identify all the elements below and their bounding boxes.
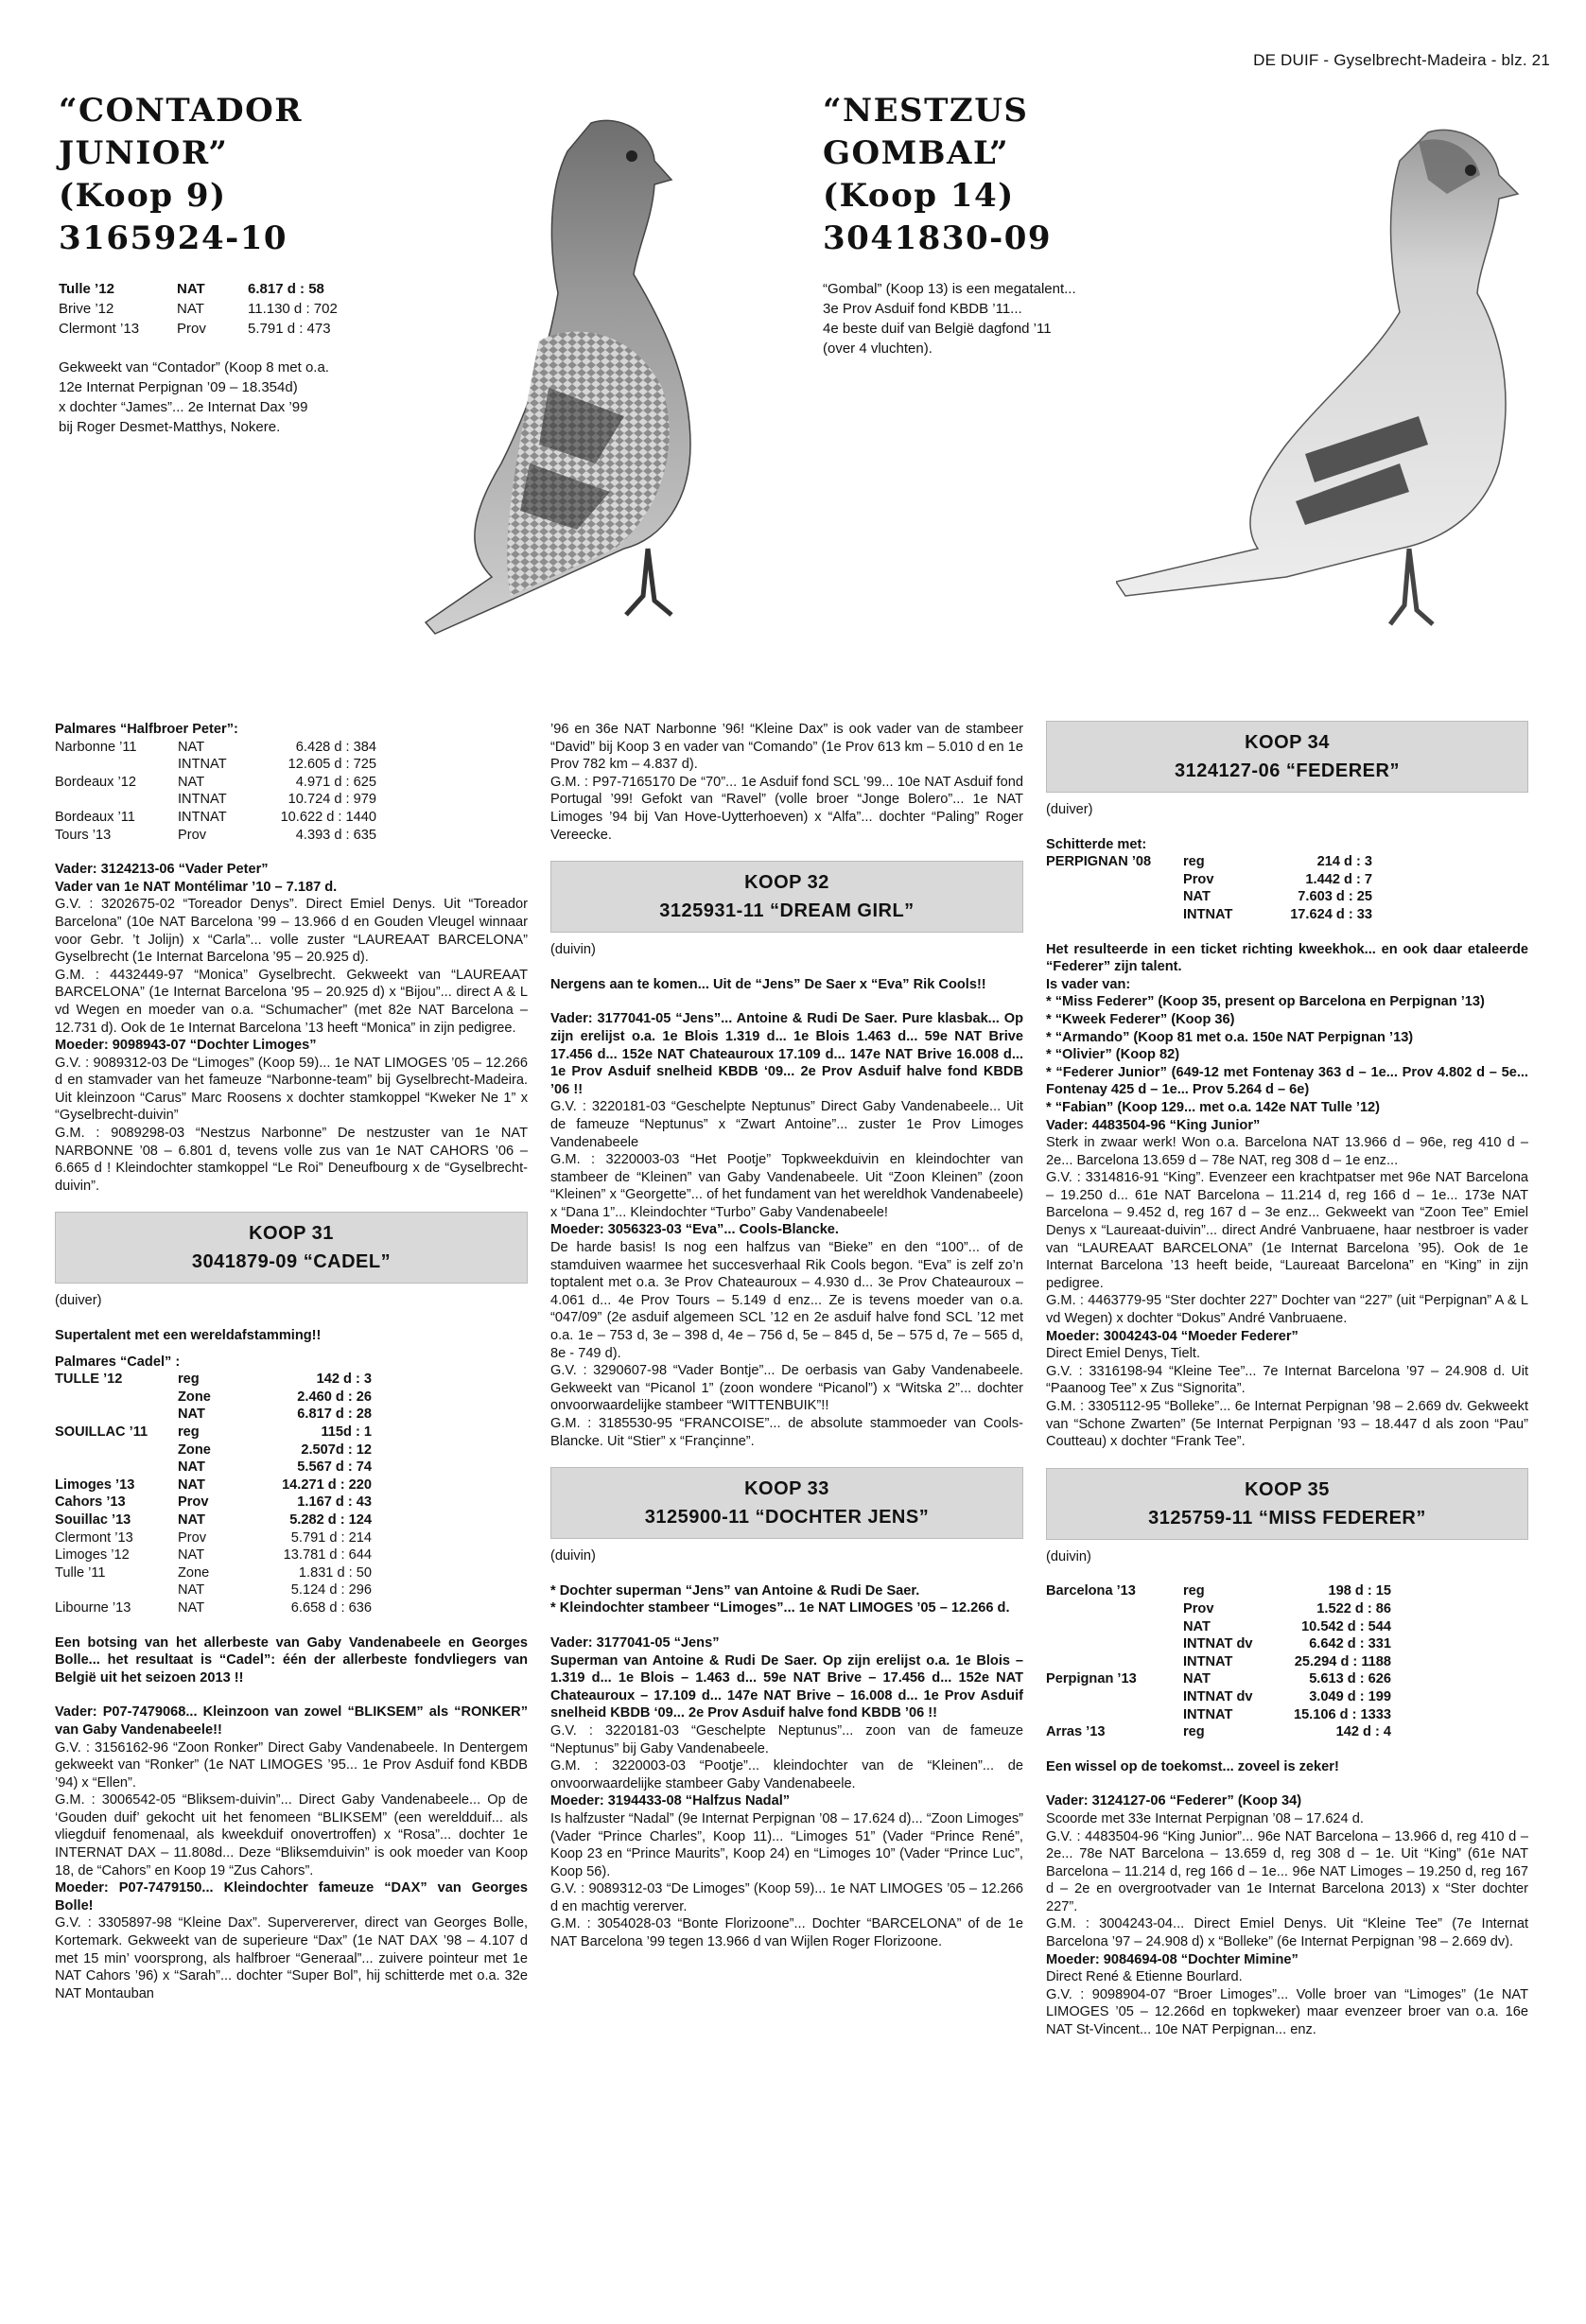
table-row: Souillac ’13 NAT 5.282 d : 124 [55, 1511, 372, 1528]
intro-line: Nergens aan te komen... Uit de “Jens” De Saer x “Eva” Rik Cools!! [550, 976, 986, 992]
vader-line: Vader: 4483504-96 “King Junior” [1046, 1117, 1261, 1133]
list-item: * “Federer Junior” (649-12 met Fontenay 363 d – 1e... Prov 4.802 d – 5e... Fontenay 425 d – 1e... Prov 5.264 d – 6e) [1046, 1064, 1528, 1098]
pedigree-text: G.M. : 3220003-03 “Het Pootje” Topkweekduivin en kleindochter van stambeer de “Kleinen” van Gaby Vandenabeele. Uit “Zoon Kleinen” (zoon “Kleinen” x “Georgette”... of het fundament van het wereldhok Vandenabeele) x “Dana 1”... Kleindochter “Turbo” Gaby Vandenabeele! [550, 1152, 1023, 1220]
column-2 [550, 721, 1023, 1951]
table-row: NAT 5.124 d : 296 [178, 1582, 372, 1599]
vader-line: Vader: P07-7479068... Kleinzoon van zowel “BLIKSEM” als “RONKER” van Gaby Vandenabeele!! [55, 1704, 528, 1738]
table-row: NAT 6.817 d : 28 [178, 1407, 372, 1423]
vader-text: Superman van Antoine & Rudi De Saer. Op zijn erelijst o.a. 1e Blois – 1.319 d... 1e Blois – 1.463 d... 59e NAT Brive – 17.456 d... 152e NAT Chateauroux – 17.109 d... 147e NAT Brive – 16.008 d... 1e Prov Asduif snelheid KBDB ‘09... 2e Prov Asduif halve fond KBDB ’06 !! [550, 1652, 1023, 1721]
table-row: Limoges ’12 NAT 13.781 d : 644 [55, 1547, 372, 1564]
list-item: * “Fabian” (Koop 129... met o.a. 142e NAT Tulle ’12) [1046, 1099, 1381, 1115]
pedigree-text: G.M. : 3185530-95 “FRANCOISE”... de absolute stammoeder van Cools-Blancke. Uit “Stier” x “Françinne”. [550, 1416, 1023, 1449]
pedigree-text: G.M. : P97-7165170 De “70”... 1e Asduif fond SCL ’99... 10e NAT Asduif fond Portugal ’99! Gefokt van “Ravel” (volle broer “Jonge Bolero”... 1e NAT Limoges ’94 bij Van Hove-Uytterhoeven) x “Alfa”... dochter “Paling” Roger Vereecke. [550, 774, 1023, 843]
intro-line: * Kleindochter stambeer “Limoges”... 1e NAT LIMOGES ’05 – 12.266 d. [550, 1600, 1010, 1616]
pedigree-text: G.V. : 3290607-98 “Vader Bontje”... De oerbasis van Gaby Vandenabeele. Gekweekt van “Picanol 1” (zoon wondere “Picanol”) x “Witska 2”... dochter onvoorwaardelijke stambeer “WITTENBUIK”!! [550, 1363, 1023, 1414]
results-table [59, 279, 418, 339]
table-row: INTNAT dv 3.049 d : 199 [1183, 1688, 1391, 1704]
table-row: TULLE ’12 reg 142 d : 3 [55, 1372, 372, 1388]
title-line: 3165924-10 [59, 219, 288, 257]
perpignan-table [1046, 853, 1528, 923]
result-row: Brive ’12 NAT 11.130 d : 702 [59, 301, 338, 317]
table-row: Narbonne ’11 NAT 6.428 d : 384 [55, 739, 376, 755]
palmares-table [55, 739, 528, 845]
koop-31-header: KOOP 31 3041879-09 “CADEL” [55, 1212, 528, 1284]
table-row: Prov 1.522 d : 86 [1183, 1600, 1391, 1616]
table-row: INTNAT 15.106 d : 1333 [1183, 1706, 1391, 1722]
pedigree-text: G.V. : 3220181-03 “Geschelpte Neptunus”... zoon van de fameuze “Neptunus” bij Gaby Vandenabeele. [550, 1722, 1023, 1756]
pedigree-text: G.V. : 3220181-03 “Geschelpte Neptunus” Direct Gaby Vandenabeele... Uit de fameuze “Neptunus” x “Zwart Antoine”... zuster 1e Prov Limoges Vandenabeele [550, 1099, 1023, 1150]
title-line: (Koop 14) [823, 177, 1015, 215]
pedigree-text: G.V. : 3202675-02 “Toreador Denys”. Direct Emiel Denys. Uit “Toreador Barcelona” (10e NAT Barcelona ’99 – 13.966 d en Gouden Vleugel winnaar voor Gebr. ’t Jolijn) x “Carla”... volle zuster “LAUREAAT BARCELONA” Gyselbrecht (1e Internat Barcelona ’95 – 20.925 d). [55, 897, 528, 966]
moeder-line: Moeder: 3004243-04 “Moeder Federer” [1046, 1328, 1298, 1344]
pedigree-text: G.V. : 9089312-03 “De Limoges” (Koop 59)... 1e NAT LIMOGES ’05 – 12.266 d en machtig vererver. [550, 1881, 1023, 1914]
intro-line: Is vader van: [1046, 976, 1131, 992]
table-row: PERPIGNAN ’08 reg 214 d : 3 [1046, 854, 1372, 870]
table-row: INTNAT dv 6.642 d : 331 [1183, 1636, 1391, 1652]
table-row: Tulle ’11 Zone 1.831 d : 50 [55, 1564, 372, 1581]
pedigree-text: G.V. : 3156162-96 “Zoon Ronker” Direct Gaby Vandenabeele. In Dentergem gekweekt van “Ronker” (1e NAT LIMOGES ’95... 1e Prov Asduif fond KBDB ’94) x “Ellen”. [55, 1739, 528, 1791]
table-row: Bordeaux ’12 NAT 4.971 d : 625 [55, 774, 376, 790]
table-row: INTNAT 17.624 d : 33 [1183, 906, 1372, 922]
pigeon-photo-contador-junior [407, 104, 785, 672]
sex-label: (duiver) [1046, 802, 1093, 817]
list-item: * “Olivier” (Koop 82) [1046, 1047, 1180, 1063]
table-row: Perpignan ’13 NAT 5.613 d : 626 [1046, 1671, 1391, 1687]
feature-title [59, 90, 418, 260]
pedigree-text: G.M. : 4432449-97 “Monica” Gyselbrecht. Gekweekt van “LAUREAAT BARCELONA” (1e Internat Barcelona ’95 – 20.925 d) x “Bijou”... direct A & L vd Wegen en moeder van o.a. “Schumacher” (met 82e NAT Barcelona – 12.731 d). Ook de 1e Internat Barcelona ’13 heeft “Monica” in zijn pedigree. [55, 967, 528, 1036]
pedigree-text: G.V. : 3316198-94 “Kleine Tee”... 7e Internat Barcelona ’97 – 24.908 d. Uit “Paanoog Tee” x Zus “Signorita”. [1046, 1363, 1528, 1397]
table-row: Limoges ’13 NAT 14.271 d : 220 [55, 1477, 372, 1493]
result-row: Tulle ’12 NAT 6.817 d : 58 [59, 281, 324, 297]
sex-label: (duivin) [550, 942, 596, 958]
moeder-line: Moeder: 9084694-08 “Dochter Mimine” [1046, 1951, 1298, 1967]
sex-label: (duiver) [55, 1293, 102, 1309]
pedigree-text: Sterk in zwaar werk! Won o.a. Barcelona NAT 13.966 d – 96e, reg 410 d – 2e... Barcelona 13.659 d – 78e NAT, reg 308 d – 1e enz... [1046, 1135, 1528, 1168]
table-row: Zone 2.507d : 12 [178, 1442, 372, 1458]
table-row: Prov 1.442 d : 7 [1183, 871, 1372, 887]
vader-line: Vader van 1e NAT Montélimar ’10 – 7.187 d. [55, 879, 338, 895]
pedigree-text: G.M. : 3054028-03 “Bonte Florizoone”... Dochter “BARCELONA” of de 1e NAT Barcelona ’99 tegen 13.966 d van Wijlen Roger Florizoone. [550, 1916, 1023, 1950]
title-line: “NESTZUS GOMBAL” [823, 92, 1029, 172]
intro-line: Een wissel op de toekomst... zoveel is zeker! [1046, 1758, 1339, 1774]
vader-line: Vader: 3124213-06 “Vader Peter” [55, 862, 269, 878]
list-item: * “Kweek Federer” (Koop 36) [1046, 1011, 1235, 1027]
pedigree-text: G.M. : 3305112-95 “Bolleke”... 6e Internat Perpignan ’98 – 2.669 dv. Gekweekt van “Schone Zwarten” (5e Internat Perpignan ’93 – 18.447 d als zoon “Pau” Coutteau) x dochter “Frank Tee”. [1046, 1399, 1528, 1450]
sex-label: (duivin) [1046, 1548, 1091, 1564]
running-header: DE DUIF - Gyselbrecht-Madeira - blz. 21 [1253, 51, 1550, 69]
table-row: NAT 5.567 d : 74 [178, 1459, 372, 1476]
pedigree-text: Is halfzuster “Nadal” (9e Internat Perpignan ’08 – 17.624 d)... “Zoon Limoges” (Vader “Prince Charles”, Koop 11)... “Limoges 51” (Vader “Prince René”, Koop 23 en “Prince Maurits”, Koop 24) en “Limoges 10” (Vader “Prince Luc”, Koop 56). [550, 1810, 1023, 1879]
title-line: (Koop 9) [59, 177, 227, 215]
moeder-line: Moeder: P07-7479150... Kleindochter fameuze “DAX” van Georges Bolle! [55, 1880, 528, 1913]
koop-35-header: KOOP 35 3125759-11 “MISS FEDERER” [1046, 1468, 1528, 1540]
intro-line: Supertalent met een wereldafstamming!! [55, 1328, 322, 1344]
list-item: * “Miss Federer” (Koop 35, present op Barcelona en Perpignan ’13) [1046, 994, 1485, 1010]
pedigree-text: Scoorde met 33e Internat Perpignan ’08 – 17.624 d. [1046, 1810, 1364, 1826]
table-row: SOUILLAC ’11 reg 115d : 1 [55, 1424, 372, 1440]
moeder-line: Moeder: 3056323-03 “Eva”... Cools-Blancke. [550, 1222, 839, 1238]
table-row: Cahors ’13 Prov 1.167 d : 43 [55, 1494, 372, 1511]
vader-line: Vader: 3177041-05 “Jens” [550, 1634, 720, 1651]
vader-line: Vader: 3124127-06 “Federer” (Koop 34) [1046, 1793, 1302, 1809]
table-row: INTNAT 10.724 d : 979 [178, 792, 376, 808]
pedigree-text: G.V. : 4483504-96 “King Junior”... 96e NAT Barcelona – 13.966 d, reg 410 d – 2e... 78e NAT Barcelona – 13.659 d, reg 308 d – 1e. Uit “King” (61e NAT Barcelona – 11.214 d, reg 166 d – 1e... 96e NAT Limoges – 19.250 d, reg 167 d – 2e en overgrootvader van 1e Internat Barcelona 2013) x “Ster dochter 227”. [1046, 1828, 1528, 1914]
table-row: INTNAT 25.294 d : 1188 [1183, 1653, 1391, 1669]
pedigree-text: De harde basis! Is nog een halfzus van “Bieke” en den “100”... of de stamduiven waarmee het succesverhaal Rik Cools begon. “Eva” is zelf zo’n toptalent met o.a. 3e Prov Chateauroux – 4.930 d... 3e Prov Chateauroux – 4.061 d... 4e Prov Tours – 5.149 d enz... Ze is tevens moeder van o.a. “047/09” (2e asduif algemeen SCL ’12 en 2e asduif halve fond SCL ’12 met o.a. 1e – 753 d, 3e – 398 d, 4e – 756 d, 5e – 845 d, 5e – 575 d, 7e – 565 d, 8e - 749 d). [550, 1240, 1023, 1361]
feature-description: Gekweekt van “Contador” (Koop 8 met o.a. 12e Internat Perpignan ’09 – 18.354d) x dochter “James”... 2e Internat Dax ’99 bij Roger Desmet-Matthys, Nokere. [59, 359, 329, 435]
list-item: * “Armando” (Koop 81 met o.a. 150e NAT Perpignan ’13) [1046, 1029, 1414, 1045]
sex-label: (duivin) [550, 1548, 596, 1564]
pedigree-text: Direct Emiel Denys, Tielt. [1046, 1346, 1201, 1362]
column-1 [55, 721, 528, 2002]
table-row: Clermont ’13 Prov 5.791 d : 214 [55, 1529, 372, 1546]
koop-34-header: KOOP 34 3124127-06 “FEDERER” [1046, 721, 1528, 793]
palmares-title: Palmares “Cadel” : [55, 1354, 181, 1370]
table-row: Zone 2.460 d : 26 [178, 1389, 372, 1405]
table-row: Barcelona ’13 reg 198 d : 15 [1046, 1583, 1391, 1599]
koop-33-header: KOOP 33 3125900-11 “DOCHTER JENS” [550, 1467, 1023, 1539]
pedigree-text: G.M. : 3004243-04... Direct Emiel Denys. Uit “Kleine Tee” (7e Internat Barcelona ’97 – 24.908 d) x “Bolleke” (6e Internat Perpignan ’98 – 2.669 dv). [1046, 1916, 1528, 1950]
palmares-miss-federer-table [1046, 1582, 1528, 1740]
table-row: NAT 7.603 d : 25 [1183, 889, 1372, 905]
summary-text: Een botsing van het allerbeste van Gaby Vandenabeele en Georges Bolle... het resultaat is “Cadel”: één der allerbeste fondvliegers van België uit het seizoen 2013 !! [55, 1634, 528, 1686]
feature-contador-junior [59, 90, 418, 437]
table-row: Libourne ’13 NAT 6.658 d : 636 [55, 1599, 372, 1616]
palmares-cadel-table [55, 1371, 528, 1616]
intro-line: Schitterde met: [1046, 836, 1147, 852]
pedigree-text: G.V. : 3305897-98 “Kleine Dax”. Supervererver, direct van Georges Bolle, Kortemark. Gekweekt van de superieure “Dax” (1e NAT DAX ’98 – 4.107 d met 15 min’ voorsprong, als halfbroer “Generaal”... zuivere pointeur met 1e NAT Cahors ’96) x “Sarah”... dochter “Super Bol”, hij schitterde met o.a. 32e NAT Montauban [55, 1915, 528, 2001]
result-row: Clermont ’13 Prov 5.791 d : 473 [59, 321, 331, 337]
pedigree-text: G.M. : 9089298-03 “Nestzus Narbonne” De nestzuster van 1e NAT NARBONNE ’08 – 6.801 d, tevens volle zus van 1e NAT CAHORS ’06 – 6.665 d ! Kleindochter stamkoppel “Le Roi” Deneufbourg x de “Gyselbrecht-duivin”. [55, 1126, 528, 1194]
title-line: “CONTADOR JUNIOR” [59, 92, 303, 172]
table-row: Tours ’13 Prov 4.393 d : 635 [55, 827, 376, 843]
pedigree-text: G.V. : 3314816-91 “King”. Evenzeer een krachtpatser met 96e NAT Barcelona – 19.250 d... 61e NAT Barcelona – 11.214 d, reg 166 d – 1e... 173e NAT Barcelona – 9.452 d, reg 167 d – 3e enz... Gekweekt van “Zoon Tee” Emiel Denys x “Laureaat-duivin”... direct André Vanbruaene, haar nestbroer is vader van “LAUREAAT BARCELONA” (1e Internat Barcelona ’95). Ook de 1e Internat Barcelona ’13 heeft beide, “Laureaat Barcelona” en “King” in zijn pedigree. [1046, 1170, 1528, 1291]
table-row: Arras ’13 reg 142 d : 4 [1046, 1724, 1391, 1740]
koop-32-header: KOOP 32 3125931-11 “DREAM GIRL” [550, 861, 1023, 933]
column-3 [1046, 721, 1528, 2039]
table-row: INTNAT 12.605 d : 725 [178, 757, 376, 773]
palmares-title: Palmares “Halfbroer Peter”: [55, 722, 238, 737]
table-row: NAT 10.542 d : 544 [1183, 1618, 1391, 1634]
intro-line: Het resulteerde in een ticket richting kweekhok... en ook daar etaleerde “Federer” zijn talent. [1046, 941, 1528, 975]
pedigree-text: G.M. : 4463779-95 “Ster dochter 227” Dochter van “227” (uit “Perpignan” A & L vd Wegen) x dochter “Dokus” André Vanbruaene. [1046, 1293, 1528, 1327]
pedigree-text: Direct René & Etienne Bourlard. [1046, 1969, 1243, 1985]
pigeon-photo-nestzus-gombal [1116, 104, 1551, 672]
pedigree-text: ’96 en 36e NAT Narbonne ’96! “Kleine Dax” is ook vader van de stambeer “David” bij Koop 3 en vader van “Comando” (1e Prov 613 km – 5.010 d en 1e Prov 782 km – 4.837 d). [550, 722, 1023, 773]
pedigree-text: G.M. : 3220003-03 “Pootje”... kleindochter van de “Kleinen”... de onvoorwaardelijke stambeer Gaby Vandenabeele. [550, 1758, 1023, 1791]
title-line: 3041830-09 [823, 219, 1053, 257]
moeder-line: Moeder: 3194433-08 “Halfzus Nadal” [550, 1793, 791, 1809]
table-row: Bordeaux ’11 INTNAT 10.622 d : 1440 [55, 809, 376, 825]
feature-description: “Gombal” (Koop 13) is een megatalent... 3e Prov Asduif fond KBDB ’11... 4e beste duif van België dagfond ’11 (over 4 vluchten). [823, 281, 1076, 357]
pedigree-text: G.V. : 9098904-07 “Broer Limoges”... Volle broer van “Limoges” (1e NAT LIMOGES ’05 – 12.266d en topkweker) maar evenzeer broer van o.a. 16e NAT St-Vincent... 10e NAT Perpignan... enz. [1046, 1986, 1528, 2038]
pedigree-text: G.V. : 9089312-03 De “Limoges” (Koop 59)... 1e NAT LIMOGES ’05 – 12.266 d en stamvader van het fameuze “Narbonne-team” bij Gyselbrecht-Madeira. Uit kleinzoon “Carus” Marc Roosens x dochter stamkoppel “Kweker Ne 1” x “Gyselbrecht-duivin” [55, 1055, 528, 1124]
moeder-line: Moeder: 9098943-07 “Dochter Limoges” [55, 1038, 317, 1054]
intro-line: * Dochter superman “Jens” van Antoine & Rudi De Saer. [550, 1582, 920, 1599]
pedigree-text: G.M. : 3006542-05 “Bliksem-duivin”... Direct Gaby Vandenabeele... Op de ‘Gouden duif’ gekocht uit het fenomeen “BLIKSEM” (een wereldduif... als vliegduif fenomenaal, als kweekduif onovertroffen) x “Rosa”... dochter 1e INTERNAT DAX – 11.808d... Deze “Bliksemduivin” is ook moeder van Koop 18, de “Cahors” en Koop 19 “Zus Cahors”. [55, 1792, 528, 1878]
vader-line: Vader: 3177041-05 “Jens”... Antoine & Rudi De Saer. Pure klasbak... Op zijn erelijst o.a. 1e Blois 1.319 d... 1e Blois 1.463 d... 59e NAT Brive 17.456 d... 152e NAT Chateauroux 17.109 d... 147e NAT Brive 16.008 d... 1e Prov Asduif snelheid KBDB ‘09... 2e Prov Asduif halve fond KBDB ’06 !! [550, 1011, 1023, 1097]
